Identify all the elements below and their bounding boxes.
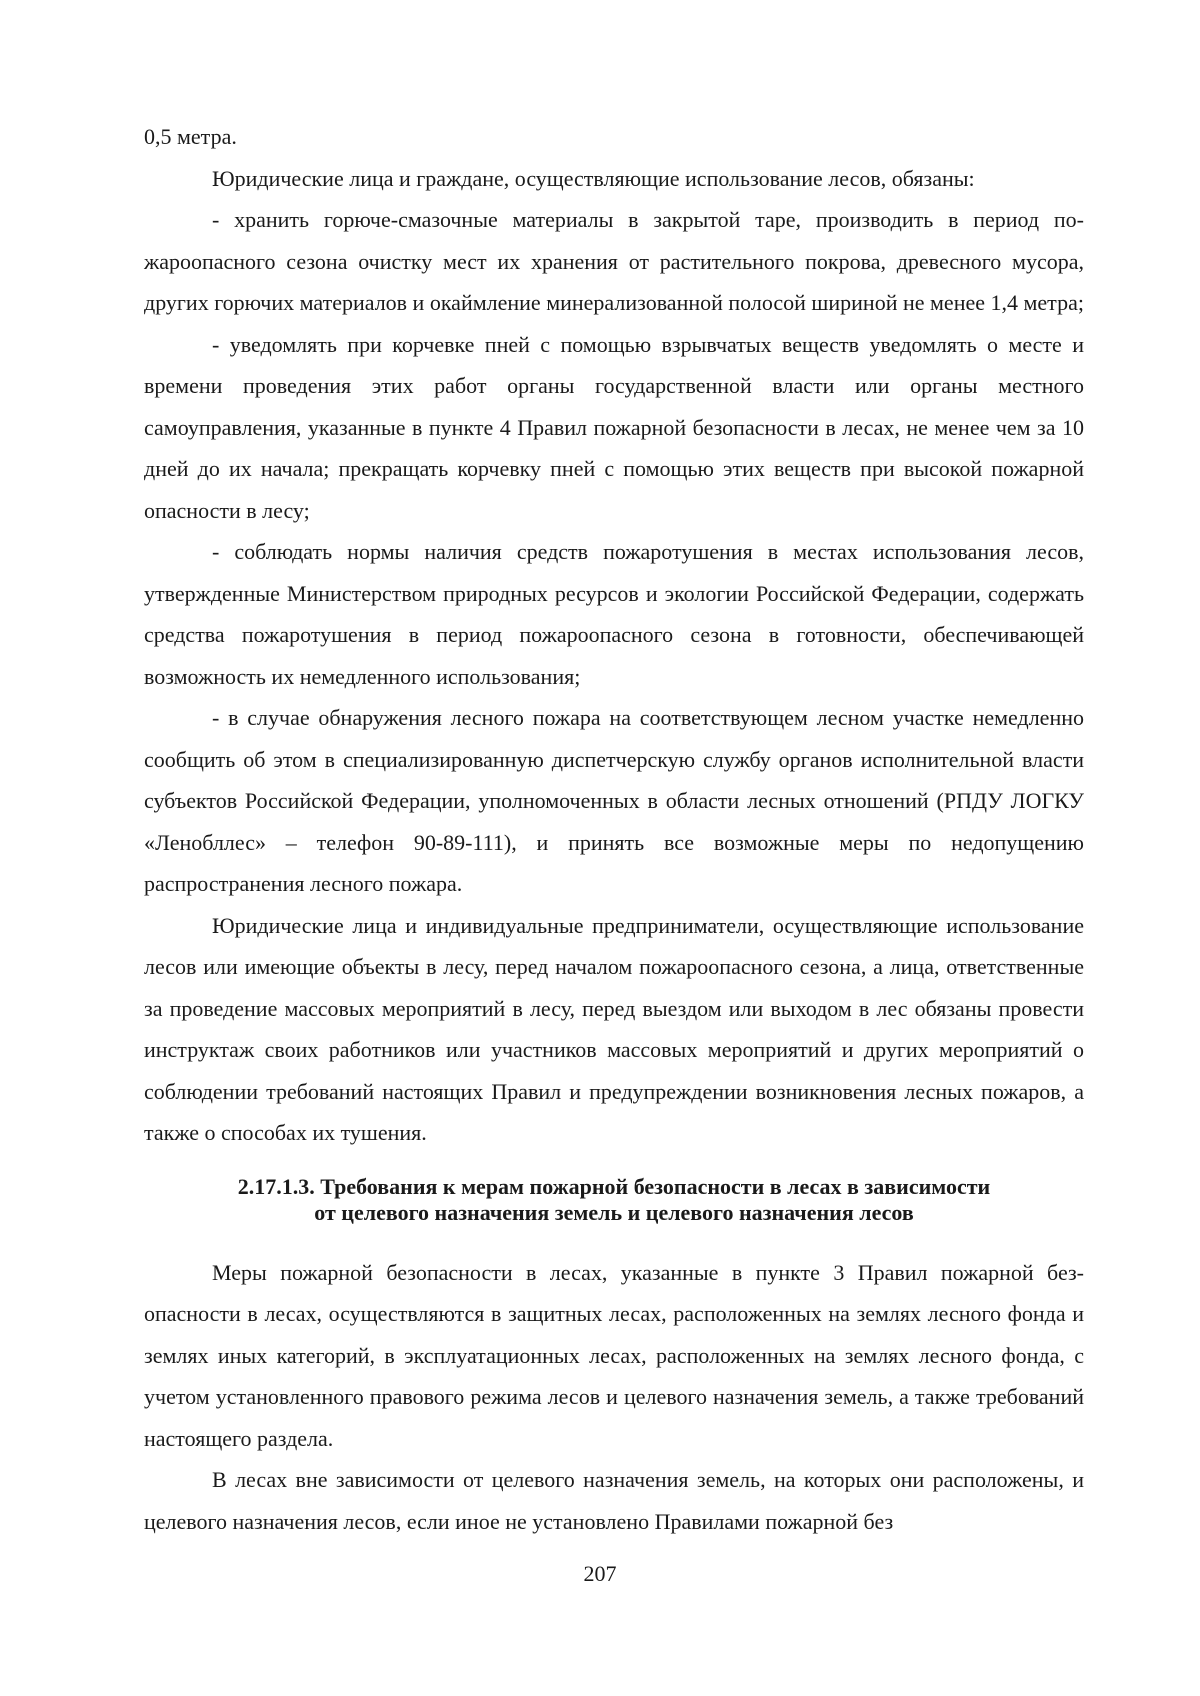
- list-item: - соблюдать нормы наличия средств пожаротушения в местах использования лесов, утвержденные Министерством природных ресурсов и экологии Российской Федерации, содержать средства пожаротушения в период пожароопасного сезона в готовности, обеспечивающей возможность их немедленного использования;: [144, 539, 1084, 689]
- paragraph-continuation: 0,5 метра.: [144, 124, 237, 149]
- paragraph: Юридические лица и граждане, осуществляющие использование лесов, обязаны:: [212, 165, 975, 191]
- section-heading-line-2: от целевого назначения земель и целевого назначения лесов: [314, 1199, 914, 1225]
- section-heading: [144, 1174, 1084, 1226]
- paragraph: Меры пожарной безопасности в лесах, указанные в пункте 3 Правил пожарной безопасности в лесах, осуществляются в защитных лесах, расположенных на землях лесного фонда и землях иных категорий, в эксплуатационных лесах, расположенных на землях лесного фонда, с учетом установленного правового режима лесов и целевого назначения земель, а также требований настоящего раздела.: [144, 1259, 1084, 1451]
- paragraph: Юридические лица и индивидуальные предприниматели, осуществляющие использование лесов или имеющие объекты в лесу, перед началом пожароопасного сезона, а лица, ответственные за проведение массовых мероприятий в лесу, перед выездом или выходом в лес обязаны провести инструктаж своих работников или участников массовых мероприятий и других мероприятий о соблюдении требований настоящих Правил и предупреждении возникновения лесных пожаров, а также о способах их тушения.: [144, 912, 1084, 1145]
- document-body: [144, 116, 1084, 1542]
- paragraph: В лесах вне зависимости от целевого назначения земель, на которых они расположены, и целевого назначения лесов, если иное не установлено Правилами пожарной без: [144, 1467, 1084, 1534]
- section-heading-line-1: 2.17.1.3. Требования к мерам пожарной безопасности в лесах в зависимости: [237, 1173, 991, 1199]
- list-item: - уведомлять при корчевке пней с помощью взрывчатых веществ уведомлять о месте и времени проведения этих работ органы государственной власти или органы местного самоуправления, указанные в пункте 4 Правил пожарной безопасности в лесах, не менее чем за 10 дней до их начала; прекращать корчевку пней с помощью этих веществ при высокой пожарной опасности в лесу;: [144, 331, 1084, 523]
- list-item: - хранить горюче-смазочные материалы в закрытой таре, производить в период пожароопасного сезона очистку мест их хранения от растительного покрова, древесного мусора, других горючих материалов и окаймление минерализованной полосой шириной не менее 1,4 метра;: [144, 207, 1084, 315]
- list-item: - в случае обнаружения лесного пожара на соответствующем лесном участке немедленно сообщить об этом в специализированную диспетчерскую службу органов исполнительной власти субъектов Российской Федерации, уполномоченных в области лесных отношений (РПДУ ЛОГКУ «Ленобллес» – телефон 90-89-111), и принять все возможные меры по недопущению распространения лесного пожара.: [144, 705, 1084, 896]
- page-number: 207: [583, 1561, 617, 1586]
